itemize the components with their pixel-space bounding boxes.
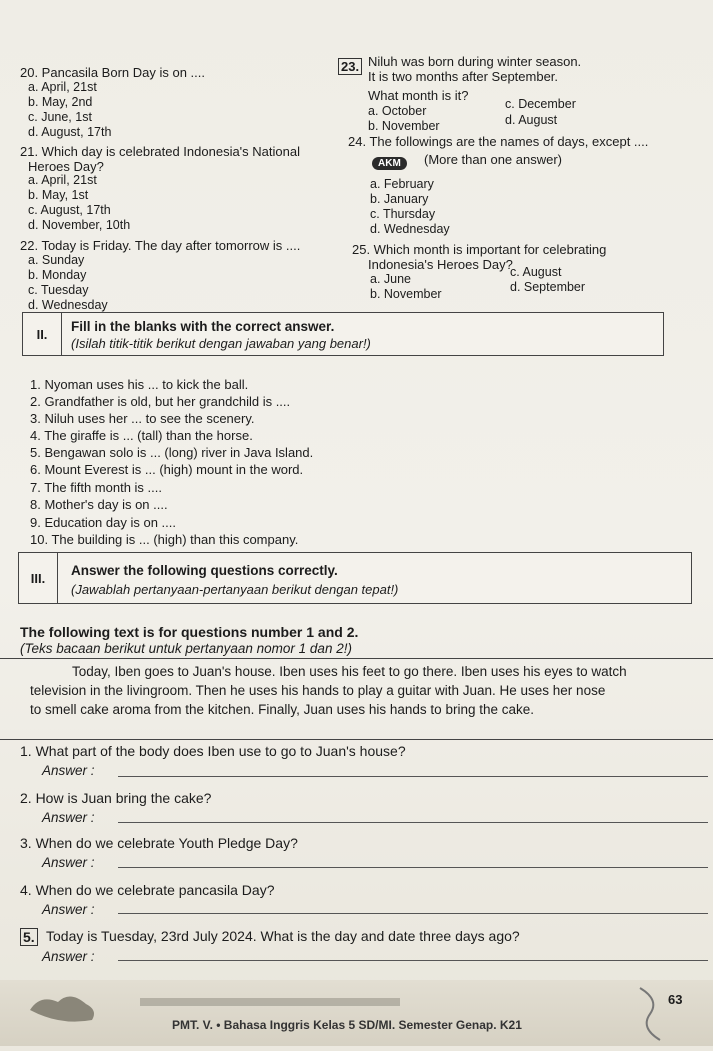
section-2-subtitle: (Isilah titik-titik berikut dengan jawaban yang benar!) — [71, 336, 371, 351]
essay-q5-answer-label: Answer : — [42, 949, 95, 964]
reading-passage — [0, 658, 713, 740]
q22-opt-a: a. Sunday — [28, 253, 85, 267]
q20-opt-b: b. May, 2nd — [28, 95, 93, 109]
footer-decoration — [0, 980, 713, 1046]
section-3-header — [18, 552, 692, 604]
q23-line1: Niluh was born during winter season. — [368, 54, 582, 69]
q22-opt-b: b. Monday — [28, 268, 87, 282]
q22-opt-c: c. Tuesday — [28, 283, 89, 297]
section-2-label: II. — [23, 313, 62, 355]
page-footer — [0, 980, 713, 1046]
q21-opt-d: d. November, 10th — [28, 218, 131, 232]
q24-opt-b: b. January — [370, 192, 429, 206]
cloud-icon — [30, 996, 94, 1021]
q21-opt-a: a. April, 21st — [28, 173, 97, 187]
passage-intro: The following text is for questions number 1 and 2. — [20, 624, 359, 640]
q23-opt-b: b. November — [368, 119, 440, 133]
passage-line-3: to smell cake aroma from the kitchen. Finally, Juan uses his hands to bring the cake. — [30, 702, 534, 717]
q23-number: 23. — [338, 58, 362, 75]
section-3-title: Answer the following questions correctly. — [71, 563, 338, 578]
essay-q4: 4. When do we celebrate pancasila Day? — [20, 882, 275, 898]
essay-q2: 2. How is Juan bring the cake? — [20, 790, 212, 806]
q23-line2: It is two months after September. — [368, 69, 559, 84]
fill-item-6: 6. Mount Everest is ... (high) mount in the word. — [30, 462, 304, 477]
essay-q2-answer-label: Answer : — [42, 810, 95, 825]
fill-item-10: 10. The building is ... (high) than this company. — [30, 532, 299, 547]
q21-text-line1: 21. Which day is celebrated Indonesia's National — [20, 144, 300, 159]
q25-opt-d: d. September — [510, 280, 586, 294]
essay-q1-answer-line[interactable] — [118, 776, 708, 777]
q23-line3: What month is it? — [368, 88, 469, 103]
fill-item-5: 5. Bengawan solo is ... (long) river in Java Island. — [30, 445, 314, 460]
q24-text: 24. The followings are the names of days, except .... — [348, 134, 649, 149]
q25-text-line1: 25. Which month is important for celebrating — [352, 242, 607, 257]
q21-text-line2: Heroes Day? — [28, 159, 104, 174]
section-2-header — [22, 312, 664, 356]
wave-icon — [640, 988, 660, 1040]
section-2-title: Fill in the blanks with the correct answer. — [71, 319, 335, 334]
q23-opt-c: c. December — [505, 97, 576, 111]
page-number: 63 — [668, 992, 683, 1007]
q25-opt-a: a. June — [370, 272, 412, 286]
q23-opt-d: d. August — [505, 113, 558, 127]
essay-q1-answer-label: Answer : — [42, 763, 95, 778]
akm-badge: AKM — [372, 153, 407, 171]
essay-q4-answer-line[interactable] — [118, 913, 708, 914]
q23-opt-a: a. October — [368, 104, 427, 118]
q20-opt-d: d. August, 17th — [28, 125, 112, 139]
section-3-subtitle: (Jawablah pertanyaan-pertanyaan berikut dengan tepat!) — [71, 582, 399, 597]
q25-opt-c: c. August — [510, 265, 562, 279]
footer-text: PMT. V. • Bahasa Inggris Kelas 5 SD/MI. Semester Genap. K21 — [172, 1018, 522, 1032]
q24-opt-c: c. Thursday — [370, 207, 436, 221]
passage-intro-sub: (Teks bacaan berikut untuk pertanyaan nomor 1 dan 2!) — [20, 641, 352, 656]
essay-q5-number: 5. — [20, 928, 38, 946]
fill-item-8: 8. Mother's day is on .... — [30, 497, 168, 512]
essay-q3-answer-line[interactable] — [118, 867, 708, 868]
q24-opt-d: d. Wednesday — [370, 222, 450, 236]
essay-q4-answer-label: Answer : — [42, 902, 95, 917]
q24-note: (More than one answer) — [424, 152, 563, 167]
essay-q3: 3. When do we celebrate Youth Pledge Day? — [20, 835, 298, 851]
passage-line-1: Today, Iben goes to Juan's house. Iben uses his feet to go there. Iben uses his eyes to watch — [72, 664, 627, 679]
fill-item-1: 1. Nyoman uses his ... to kick the ball. — [30, 377, 249, 392]
fill-item-3: 3. Niluh uses her ... to see the scenery. — [30, 411, 255, 426]
essay-q3-answer-label: Answer : — [42, 855, 95, 870]
q20-text: 20. Pancasila Born Day is on .... — [20, 65, 205, 80]
passage-line-2: television in the livingroom. Then he uses his hands to play a guitar with Juan. He uses her nose — [30, 683, 606, 698]
essay-q5-answer-line[interactable] — [118, 960, 708, 961]
q22-text: 22. Today is Friday. The day after tomorrow is .... — [20, 238, 301, 253]
section-3-label: III. — [19, 553, 58, 603]
q20-opt-a: a. April, 21st — [28, 80, 97, 94]
essay-q1: 1. What part of the body does Iben use to go to Juan's house? — [20, 743, 406, 759]
q20-opt-c: c. June, 1st — [28, 110, 92, 124]
q22-opt-d: d. Wednesday — [28, 298, 108, 312]
footer-bar — [140, 998, 400, 1006]
q21-opt-c: c. August, 17th — [28, 203, 111, 217]
q24-opt-a: a. February — [370, 177, 434, 191]
q25-text-line2: Indonesia's Heroes Day? — [368, 257, 513, 272]
q21-opt-b: b. May, 1st — [28, 188, 89, 202]
essay-q5: Today is Tuesday, 23rd July 2024. What is the day and date three days ago? — [46, 928, 520, 944]
fill-item-2: 2. Grandfather is old, but her grandchild is .... — [30, 394, 291, 409]
fill-item-9: 9. Education day is on .... — [30, 515, 176, 530]
essay-q2-answer-line[interactable] — [118, 822, 708, 823]
fill-item-4: 4. The giraffe is ... (tall) than the horse. — [30, 428, 253, 443]
fill-item-7: 7. The fifth month is .... — [30, 480, 162, 495]
q25-opt-b: b. November — [370, 287, 442, 301]
